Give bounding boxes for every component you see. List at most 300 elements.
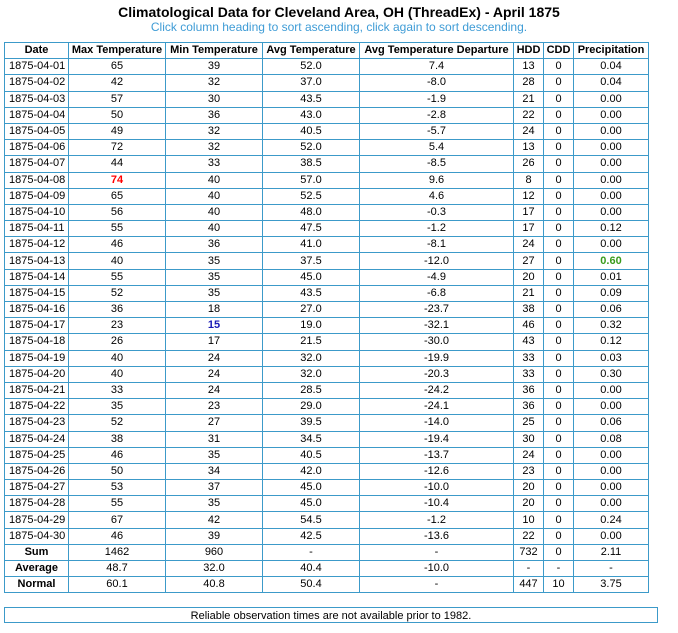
max-temp-cell: 56: [69, 204, 166, 220]
table-row: [5, 463, 649, 479]
date-cell: 1875-04-29: [5, 512, 69, 528]
date-cell: 1875-04-05: [5, 123, 69, 139]
column-heading-avg-temp[interactable]: Avg Temperature: [263, 43, 360, 59]
table-row: [5, 107, 649, 123]
date-cell: 1875-04-27: [5, 480, 69, 496]
min-temp-cell: 34: [166, 463, 263, 479]
hdd-cell: 38: [514, 302, 544, 318]
summary-value: -: [544, 561, 574, 577]
max-temp-cell: 52: [69, 415, 166, 431]
summary-value: 50.4: [263, 577, 360, 593]
max-temp-cell: 57: [69, 91, 166, 107]
max-temp-cell: 46: [69, 237, 166, 253]
summary-value: -: [360, 577, 514, 593]
cdd-cell: 0: [544, 253, 574, 269]
precip-cell: 0.00: [574, 528, 649, 544]
min-temp-cell: 35: [166, 285, 263, 301]
summary-value: -10.0: [360, 561, 514, 577]
precip-cell: 0.60: [574, 253, 649, 269]
table-row: [5, 253, 649, 269]
min-temp-cell: 18: [166, 302, 263, 318]
min-temp-cell: 35: [166, 496, 263, 512]
table-row: [5, 123, 649, 139]
summary-label: Normal: [5, 577, 69, 593]
cdd-cell: 0: [544, 399, 574, 415]
min-temp-cell: 30: [166, 91, 263, 107]
precip-cell: 0.00: [574, 172, 649, 188]
precip-cell: 0.00: [574, 91, 649, 107]
departure-cell: -1.2: [360, 221, 514, 237]
max-temp-cell: 36: [69, 302, 166, 318]
hdd-cell: 36: [514, 399, 544, 415]
table-row: [5, 188, 649, 204]
date-cell: 1875-04-28: [5, 496, 69, 512]
avg-temp-cell: 41.0: [263, 237, 360, 253]
min-temp-cell: 23: [166, 399, 263, 415]
column-heading-precipitation[interactable]: Precipitation: [574, 43, 649, 59]
departure-cell: -24.2: [360, 382, 514, 398]
min-temp-cell: 33: [166, 156, 263, 172]
departure-cell: -30.0: [360, 334, 514, 350]
hdd-cell: 28: [514, 75, 544, 91]
departure-cell: 9.6: [360, 172, 514, 188]
date-cell: 1875-04-02: [5, 75, 69, 91]
departure-cell: -19.4: [360, 431, 514, 447]
min-temp-cell: 35: [166, 253, 263, 269]
hdd-cell: 21: [514, 285, 544, 301]
max-temp-cell: 50: [69, 463, 166, 479]
cdd-cell: 0: [544, 480, 574, 496]
hdd-cell: 13: [514, 59, 544, 75]
departure-cell: -6.8: [360, 285, 514, 301]
summary-row: [5, 544, 649, 560]
summary-value: 1462: [69, 544, 166, 560]
max-temp-cell: 65: [69, 59, 166, 75]
hdd-cell: 33: [514, 366, 544, 382]
date-cell: 1875-04-24: [5, 431, 69, 447]
departure-cell: -20.3: [360, 366, 514, 382]
departure-cell: -10.4: [360, 496, 514, 512]
date-cell: 1875-04-04: [5, 107, 69, 123]
min-temp-cell: 37: [166, 480, 263, 496]
departure-cell: -1.2: [360, 512, 514, 528]
precip-cell: 0.09: [574, 285, 649, 301]
summary-value: -: [514, 561, 544, 577]
hdd-cell: 22: [514, 528, 544, 544]
max-temp-cell: 55: [69, 496, 166, 512]
summary-value: 960: [166, 544, 263, 560]
max-temp-cell: 26: [69, 334, 166, 350]
departure-cell: -2.8: [360, 107, 514, 123]
max-temp-cell: 55: [69, 269, 166, 285]
min-temp-cell: 17: [166, 334, 263, 350]
precip-cell: 0.06: [574, 302, 649, 318]
summary-row: [5, 577, 649, 593]
date-cell: 1875-04-08: [5, 172, 69, 188]
avg-temp-cell: 32.0: [263, 350, 360, 366]
summary-value: -: [574, 561, 649, 577]
max-temp-cell: 46: [69, 528, 166, 544]
cdd-cell: 0: [544, 431, 574, 447]
cdd-cell: 0: [544, 59, 574, 75]
avg-temp-cell: 37.5: [263, 253, 360, 269]
cdd-cell: 0: [544, 269, 574, 285]
departure-cell: 5.4: [360, 140, 514, 156]
precip-cell: 0.00: [574, 107, 649, 123]
avg-temp-cell: 48.0: [263, 204, 360, 220]
hdd-cell: 21: [514, 91, 544, 107]
date-cell: 1875-04-18: [5, 334, 69, 350]
min-temp-cell: 40: [166, 221, 263, 237]
min-temp-cell: 35: [166, 447, 263, 463]
min-temp-cell: 40: [166, 204, 263, 220]
table-row: [5, 318, 649, 334]
departure-cell: -4.9: [360, 269, 514, 285]
summary-value: 40.4: [263, 561, 360, 577]
date-cell: 1875-04-30: [5, 528, 69, 544]
min-temp-cell: 39: [166, 59, 263, 75]
max-temp-cell: 72: [69, 140, 166, 156]
table-row: [5, 366, 649, 382]
max-temp-cell: 74: [69, 172, 166, 188]
hdd-cell: 8: [514, 172, 544, 188]
precip-cell: 0.12: [574, 221, 649, 237]
precip-cell: 0.00: [574, 156, 649, 172]
min-temp-cell: 36: [166, 237, 263, 253]
date-cell: 1875-04-25: [5, 447, 69, 463]
table-row: [5, 350, 649, 366]
table-row: [5, 399, 649, 415]
cdd-cell: 0: [544, 140, 574, 156]
avg-temp-cell: 47.5: [263, 221, 360, 237]
max-temp-cell: 50: [69, 107, 166, 123]
avg-temp-cell: 42.0: [263, 463, 360, 479]
max-temp-cell: 65: [69, 188, 166, 204]
hdd-cell: 12: [514, 188, 544, 204]
column-heading-date[interactable]: Date: [5, 43, 69, 59]
min-temp-cell: 24: [166, 382, 263, 398]
departure-cell: -10.0: [360, 480, 514, 496]
summary-value: 48.7: [69, 561, 166, 577]
precip-cell: 0.00: [574, 204, 649, 220]
avg-temp-cell: 43.0: [263, 107, 360, 123]
avg-temp-cell: 43.5: [263, 285, 360, 301]
cdd-cell: 0: [544, 156, 574, 172]
summary-value: 3.75: [574, 577, 649, 593]
avg-temp-cell: 52.0: [263, 140, 360, 156]
max-temp-cell: 46: [69, 447, 166, 463]
departure-cell: -0.3: [360, 204, 514, 220]
precip-cell: 0.01: [574, 269, 649, 285]
table-row: [5, 382, 649, 398]
cdd-cell: 0: [544, 285, 574, 301]
date-cell: 1875-04-26: [5, 463, 69, 479]
date-cell: 1875-04-17: [5, 318, 69, 334]
cdd-cell: 0: [544, 382, 574, 398]
cdd-cell: 0: [544, 512, 574, 528]
max-temp-cell: 40: [69, 350, 166, 366]
column-heading-avg-temp-departure[interactable]: Avg Temperature Departure: [360, 43, 514, 59]
table-row: [5, 480, 649, 496]
min-temp-cell: 35: [166, 269, 263, 285]
hdd-cell: 22: [514, 107, 544, 123]
hdd-cell: 17: [514, 204, 544, 220]
cdd-cell: 0: [544, 528, 574, 544]
max-temp-cell: 44: [69, 156, 166, 172]
cdd-cell: 0: [544, 415, 574, 431]
max-temp-cell: 23: [69, 318, 166, 334]
table-row: [5, 285, 649, 301]
precip-cell: 0.00: [574, 496, 649, 512]
departure-cell: -5.7: [360, 123, 514, 139]
hdd-cell: 26: [514, 156, 544, 172]
min-temp-cell: 40: [166, 188, 263, 204]
date-cell: 1875-04-16: [5, 302, 69, 318]
summary-value: 40.8: [166, 577, 263, 593]
departure-cell: -24.1: [360, 399, 514, 415]
table-row: [5, 431, 649, 447]
avg-temp-cell: 42.5: [263, 528, 360, 544]
min-temp-cell: 24: [166, 350, 263, 366]
precip-cell: 0.00: [574, 237, 649, 253]
departure-cell: -8.5: [360, 156, 514, 172]
precip-cell: 0.12: [574, 334, 649, 350]
hdd-cell: 20: [514, 480, 544, 496]
table-row: [5, 75, 649, 91]
min-temp-cell: 32: [166, 140, 263, 156]
cdd-cell: 0: [544, 204, 574, 220]
summary-row: [5, 561, 649, 577]
date-cell: 1875-04-06: [5, 140, 69, 156]
avg-temp-cell: 19.0: [263, 318, 360, 334]
column-heading-min-temp[interactable]: Min Temperature: [166, 43, 263, 59]
column-heading-max-temp[interactable]: Max Temperature: [69, 43, 166, 59]
table-row: [5, 204, 649, 220]
hdd-cell: 10: [514, 512, 544, 528]
departure-cell: -32.1: [360, 318, 514, 334]
precip-cell: 0.00: [574, 480, 649, 496]
max-temp-cell: 40: [69, 253, 166, 269]
table-row: [5, 512, 649, 528]
hdd-cell: 24: [514, 447, 544, 463]
table-row: [5, 302, 649, 318]
precip-cell: 0.32: [574, 318, 649, 334]
avg-temp-cell: 27.0: [263, 302, 360, 318]
precip-cell: 0.00: [574, 447, 649, 463]
summary-value: 0: [544, 544, 574, 560]
summary-value: 732: [514, 544, 544, 560]
min-temp-cell: 27: [166, 415, 263, 431]
max-temp-cell: 49: [69, 123, 166, 139]
precip-cell: 0.00: [574, 399, 649, 415]
avg-temp-cell: 40.5: [263, 123, 360, 139]
avg-temp-cell: 21.5: [263, 334, 360, 350]
precip-cell: 0.06: [574, 415, 649, 431]
date-cell: 1875-04-19: [5, 350, 69, 366]
avg-temp-cell: 45.0: [263, 269, 360, 285]
min-temp-cell: 36: [166, 107, 263, 123]
avg-temp-cell: 52.5: [263, 188, 360, 204]
hdd-cell: 46: [514, 318, 544, 334]
summary-value: 447: [514, 577, 544, 593]
departure-cell: -12.0: [360, 253, 514, 269]
date-cell: 1875-04-09: [5, 188, 69, 204]
table-row: [5, 172, 649, 188]
max-temp-cell: 42: [69, 75, 166, 91]
cdd-cell: 0: [544, 496, 574, 512]
date-cell: 1875-04-22: [5, 399, 69, 415]
column-heading-hdd[interactable]: HDD: [514, 43, 544, 59]
summary-value: 32.0: [166, 561, 263, 577]
max-temp-cell: 55: [69, 221, 166, 237]
hdd-cell: 25: [514, 415, 544, 431]
date-cell: 1875-04-21: [5, 382, 69, 398]
avg-temp-cell: 32.0: [263, 366, 360, 382]
departure-cell: -14.0: [360, 415, 514, 431]
cdd-cell: 0: [544, 91, 574, 107]
cdd-cell: 0: [544, 463, 574, 479]
cdd-cell: 0: [544, 123, 574, 139]
precip-cell: 0.00: [574, 188, 649, 204]
hdd-cell: 30: [514, 431, 544, 447]
departure-cell: -19.9: [360, 350, 514, 366]
footer-note: Reliable observation times are not available prior to 1982.: [4, 607, 658, 623]
hdd-cell: 36: [514, 382, 544, 398]
date-cell: 1875-04-12: [5, 237, 69, 253]
max-temp-cell: 67: [69, 512, 166, 528]
departure-cell: -13.6: [360, 528, 514, 544]
hdd-cell: 20: [514, 496, 544, 512]
cdd-cell: 0: [544, 334, 574, 350]
cdd-cell: 0: [544, 172, 574, 188]
max-temp-cell: 40: [69, 366, 166, 382]
precip-cell: 0.04: [574, 59, 649, 75]
hdd-cell: 17: [514, 221, 544, 237]
avg-temp-cell: 34.5: [263, 431, 360, 447]
climate-table: [4, 42, 649, 593]
max-temp-cell: 52: [69, 285, 166, 301]
precip-cell: 0.00: [574, 123, 649, 139]
precip-cell: 0.00: [574, 463, 649, 479]
min-temp-cell: 32: [166, 75, 263, 91]
precip-cell: 0.00: [574, 382, 649, 398]
avg-temp-cell: 28.5: [263, 382, 360, 398]
hdd-cell: 24: [514, 237, 544, 253]
date-cell: 1875-04-13: [5, 253, 69, 269]
avg-temp-cell: 52.0: [263, 59, 360, 75]
table-row: [5, 221, 649, 237]
summary-value: 2.11: [574, 544, 649, 560]
date-cell: 1875-04-03: [5, 91, 69, 107]
date-cell: 1875-04-14: [5, 269, 69, 285]
date-cell: 1875-04-07: [5, 156, 69, 172]
table-row: [5, 415, 649, 431]
precip-cell: 0.24: [574, 512, 649, 528]
precip-cell: 0.30: [574, 366, 649, 382]
hdd-cell: 24: [514, 123, 544, 139]
summary-value: -: [360, 544, 514, 560]
avg-temp-cell: 40.5: [263, 447, 360, 463]
table-row: [5, 91, 649, 107]
min-temp-cell: 40: [166, 172, 263, 188]
table-body: [5, 59, 649, 545]
cdd-cell: 0: [544, 75, 574, 91]
avg-temp-cell: 38.5: [263, 156, 360, 172]
departure-cell: -8.0: [360, 75, 514, 91]
cdd-cell: 0: [544, 188, 574, 204]
departure-cell: -23.7: [360, 302, 514, 318]
avg-temp-cell: 54.5: [263, 512, 360, 528]
cdd-cell: 0: [544, 107, 574, 123]
max-temp-cell: 33: [69, 382, 166, 398]
hdd-cell: 13: [514, 140, 544, 156]
cdd-cell: 0: [544, 447, 574, 463]
cdd-cell: 0: [544, 350, 574, 366]
avg-temp-cell: 39.5: [263, 415, 360, 431]
summary-body: [5, 544, 649, 593]
table-row: [5, 237, 649, 253]
precip-cell: 0.04: [574, 75, 649, 91]
hdd-cell: 27: [514, 253, 544, 269]
table-row: [5, 528, 649, 544]
sort-hint: Click column heading to sort ascending, click again to sort descending.: [150, 20, 528, 34]
precip-cell: 0.03: [574, 350, 649, 366]
avg-temp-cell: 45.0: [263, 496, 360, 512]
column-heading-cdd[interactable]: CDD: [544, 43, 574, 59]
min-temp-cell: 24: [166, 366, 263, 382]
departure-cell: 7.4: [360, 59, 514, 75]
date-cell: 1875-04-01: [5, 59, 69, 75]
avg-temp-cell: 45.0: [263, 480, 360, 496]
avg-temp-cell: 29.0: [263, 399, 360, 415]
hdd-cell: 33: [514, 350, 544, 366]
min-temp-cell: 32: [166, 123, 263, 139]
cdd-cell: 0: [544, 318, 574, 334]
avg-temp-cell: 57.0: [263, 172, 360, 188]
min-temp-cell: 15: [166, 318, 263, 334]
summary-value: -: [263, 544, 360, 560]
header-row: [5, 43, 649, 59]
date-cell: 1875-04-10: [5, 204, 69, 220]
cdd-cell: 0: [544, 221, 574, 237]
departure-cell: -12.6: [360, 463, 514, 479]
departure-cell: -1.9: [360, 91, 514, 107]
date-cell: 1875-04-15: [5, 285, 69, 301]
table-row: [5, 269, 649, 285]
date-cell: 1875-04-11: [5, 221, 69, 237]
departure-cell: 4.6: [360, 188, 514, 204]
cdd-cell: 0: [544, 366, 574, 382]
cdd-cell: 0: [544, 237, 574, 253]
table-row: [5, 447, 649, 463]
table-row: [5, 334, 649, 350]
max-temp-cell: 35: [69, 399, 166, 415]
hdd-cell: 43: [514, 334, 544, 350]
departure-cell: -13.7: [360, 447, 514, 463]
min-temp-cell: 42: [166, 512, 263, 528]
summary-value: 10: [544, 577, 574, 593]
max-temp-cell: 38: [69, 431, 166, 447]
date-cell: 1875-04-20: [5, 366, 69, 382]
max-temp-cell: 53: [69, 480, 166, 496]
table-row: [5, 496, 649, 512]
cdd-cell: 0: [544, 302, 574, 318]
table-row: [5, 156, 649, 172]
min-temp-cell: 39: [166, 528, 263, 544]
table-row: [5, 59, 649, 75]
hdd-cell: 20: [514, 269, 544, 285]
table-row: [5, 140, 649, 156]
